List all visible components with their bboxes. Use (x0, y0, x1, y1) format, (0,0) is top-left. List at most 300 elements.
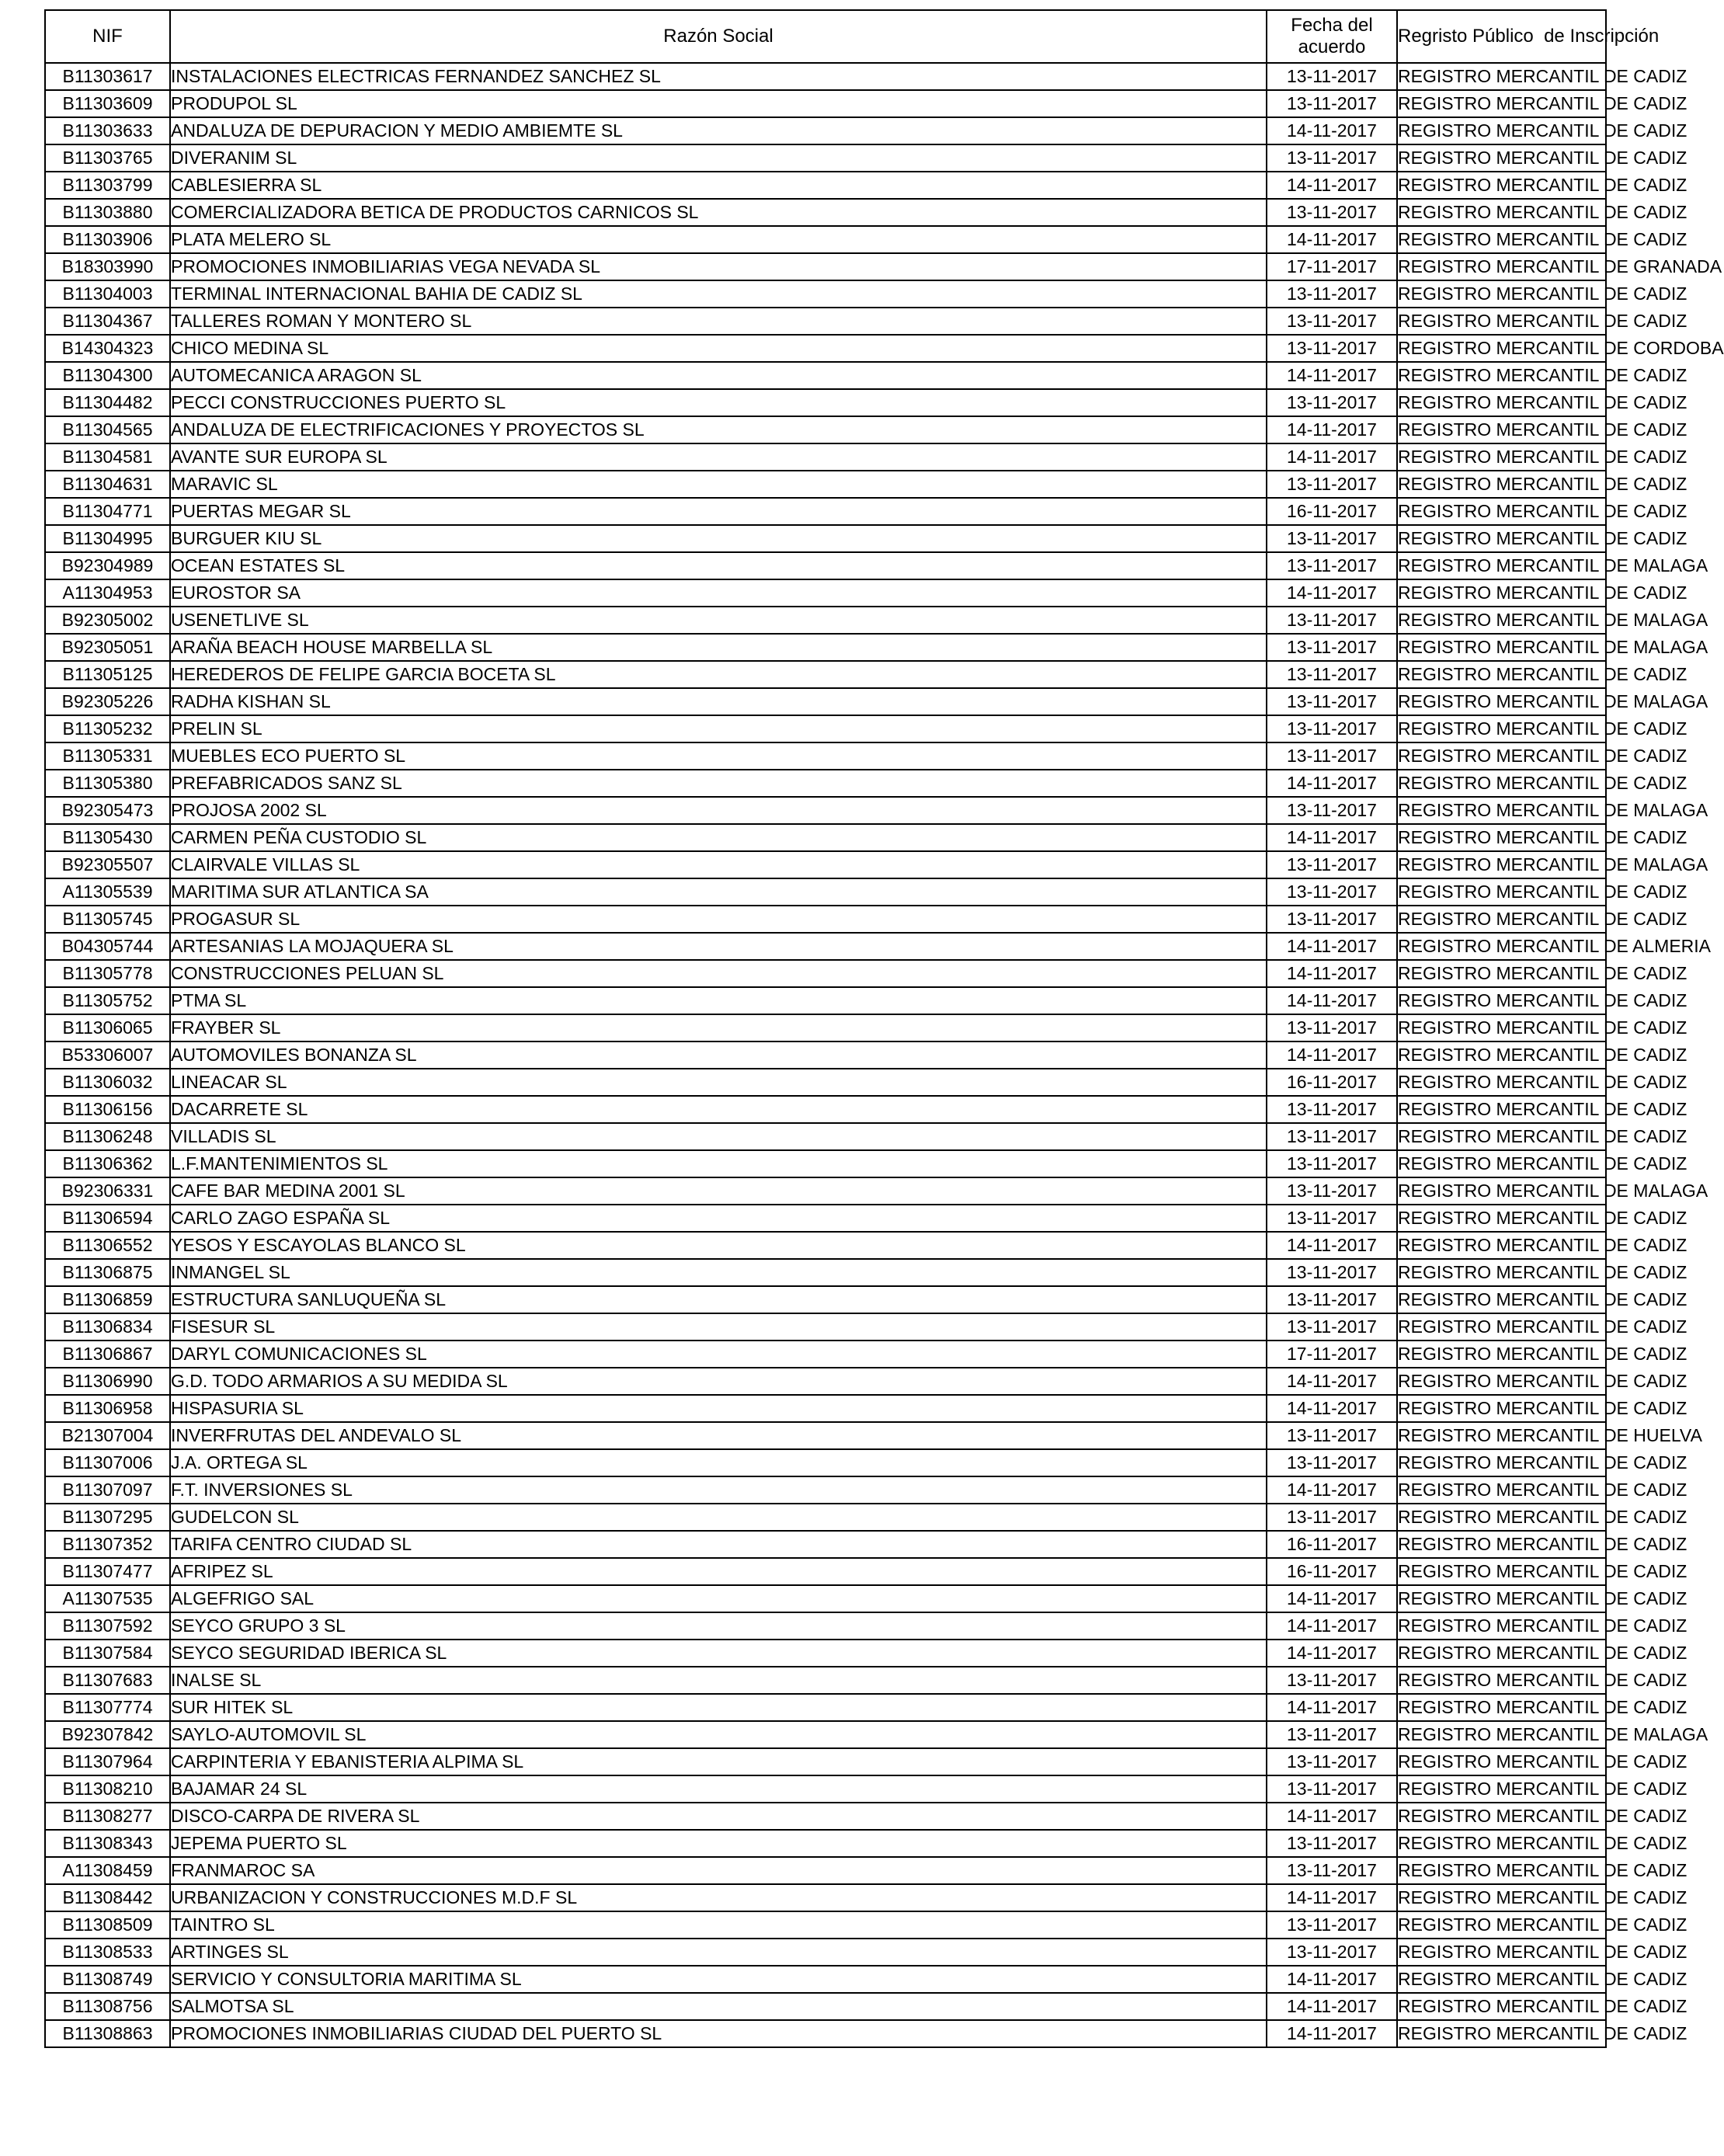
fecha-cell: 14-11-2017 (1267, 579, 1397, 607)
table-row (45, 1558, 1606, 1585)
table-row (45, 1177, 1606, 1205)
registro-cell: REGISTRO MERCANTIL DE CADIZ (1397, 1123, 1606, 1150)
table-row (45, 1939, 1606, 1966)
razon-social-cell: YESOS Y ESCAYOLAS BLANCO SL (170, 1232, 1267, 1259)
header-razon-social: Razón Social (170, 10, 1267, 63)
nif-cell: B21307004 (45, 1422, 170, 1449)
nif-cell: B11308210 (45, 1775, 170, 1803)
fecha-cell: 13-11-2017 (1267, 280, 1397, 308)
table-row (45, 389, 1606, 416)
razon-social-cell: PROMOCIONES INMOBILIARIAS VEGA NEVADA SL (170, 253, 1267, 280)
fecha-cell: 14-11-2017 (1267, 824, 1397, 851)
fecha-cell: 13-11-2017 (1267, 906, 1397, 933)
table-row (45, 1694, 1606, 1721)
nif-cell: B11305331 (45, 742, 170, 770)
fecha-cell: 13-11-2017 (1267, 797, 1397, 824)
nif-cell: B11304300 (45, 362, 170, 389)
table-row (45, 579, 1606, 607)
registro-cell: REGISTRO MERCANTIL DE CADIZ (1397, 1748, 1606, 1775)
fecha-cell: 14-11-2017 (1267, 1966, 1397, 1993)
fecha-cell: 14-11-2017 (1267, 1640, 1397, 1667)
nif-cell: B11304581 (45, 443, 170, 471)
fecha-cell: 14-11-2017 (1267, 987, 1397, 1014)
registro-cell: REGISTRO MERCANTIL DE CADIZ (1397, 1341, 1606, 1368)
nif-cell: B92305226 (45, 688, 170, 715)
fecha-cell: 13-11-2017 (1267, 1205, 1397, 1232)
fecha-cell: 13-11-2017 (1267, 199, 1397, 226)
table-row (45, 498, 1606, 525)
registro-cell: REGISTRO MERCANTIL DE CADIZ (1397, 770, 1606, 797)
fecha-cell: 13-11-2017 (1267, 471, 1397, 498)
table-row (45, 1395, 1606, 1422)
razon-social-cell: PROJOSA 2002 SL (170, 797, 1267, 824)
table-row (45, 63, 1606, 90)
table-row (45, 1612, 1606, 1640)
header-fecha-text: Fecha del acuerdo (1291, 15, 1373, 57)
registro-cell: REGISTRO MERCANTIL DE CADIZ (1397, 1286, 1606, 1313)
registro-cell: REGISTRO MERCANTIL DE CADIZ (1397, 199, 1606, 226)
table-row (45, 416, 1606, 443)
razon-social-cell: FRANMAROC SA (170, 1857, 1267, 1884)
fecha-cell: 13-11-2017 (1267, 552, 1397, 579)
razon-social-cell: CLAIRVALE VILLAS SL (170, 851, 1267, 878)
nif-cell: B11307295 (45, 1504, 170, 1531)
table-row (45, 742, 1606, 770)
registro-cell: REGISTRO MERCANTIL DE CADIZ (1397, 144, 1606, 172)
table-row (45, 1123, 1606, 1150)
registro-cell: REGISTRO MERCANTIL DE CADIZ (1397, 1939, 1606, 1966)
table-row (45, 1476, 1606, 1504)
registro-cell: REGISTRO MERCANTIL DE CADIZ (1397, 1558, 1606, 1585)
fecha-cell: 13-11-2017 (1267, 389, 1397, 416)
registro-cell: REGISTRO MERCANTIL DE CORDOBA (1397, 335, 1606, 362)
fecha-cell: 13-11-2017 (1267, 335, 1397, 362)
nif-cell: B92305507 (45, 851, 170, 878)
table-row (45, 987, 1606, 1014)
fecha-cell: 13-11-2017 (1267, 63, 1397, 90)
registro-cell: REGISTRO MERCANTIL DE GRANADA (1397, 253, 1606, 280)
fecha-cell: 13-11-2017 (1267, 1177, 1397, 1205)
registro-cell: REGISTRO MERCANTIL DE CADIZ (1397, 987, 1606, 1014)
registro-cell: REGISTRO MERCANTIL DE CADIZ (1397, 1694, 1606, 1721)
razon-social-cell: PREFABRICADOS SANZ SL (170, 770, 1267, 797)
nif-cell: B11307592 (45, 1612, 170, 1640)
fecha-cell: 14-11-2017 (1267, 933, 1397, 960)
header-nif: NIF (45, 10, 170, 63)
nif-cell: B11303633 (45, 117, 170, 144)
razon-social-cell: PROGASUR SL (170, 906, 1267, 933)
razon-social-cell: PTMA SL (170, 987, 1267, 1014)
table-row (45, 2020, 1606, 2047)
nif-cell: B11306248 (45, 1123, 170, 1150)
nif-cell: A11307535 (45, 1585, 170, 1612)
nif-cell: B11307964 (45, 1748, 170, 1775)
razon-social-cell: VILLADIS SL (170, 1123, 1267, 1150)
registro-cell: REGISTRO MERCANTIL DE CADIZ (1397, 1259, 1606, 1286)
razon-social-cell: INSTALACIONES ELECTRICAS FERNANDEZ SANCHEZ SL (170, 63, 1267, 90)
registro-cell: REGISTRO MERCANTIL DE CADIZ (1397, 1395, 1606, 1422)
fecha-cell: 13-11-2017 (1267, 1014, 1397, 1041)
nif-cell: B11306958 (45, 1395, 170, 1422)
table-row (45, 1014, 1606, 1041)
fecha-cell: 16-11-2017 (1267, 1558, 1397, 1585)
table-row (45, 253, 1606, 280)
razon-social-cell: L.F.MANTENIMIENTOS SL (170, 1150, 1267, 1177)
fecha-cell: 13-11-2017 (1267, 1857, 1397, 1884)
razon-social-cell: SUR HITEK SL (170, 1694, 1267, 1721)
registro-cell: REGISTRO MERCANTIL DE CADIZ (1397, 661, 1606, 688)
table-row (45, 1286, 1606, 1313)
razon-social-cell: ARTINGES SL (170, 1939, 1267, 1966)
razon-social-cell: AUTOMOVILES BONANZA SL (170, 1041, 1267, 1069)
registro-cell: REGISTRO MERCANTIL DE CADIZ (1397, 1449, 1606, 1476)
fecha-cell: 13-11-2017 (1267, 1775, 1397, 1803)
nif-cell: B14304323 (45, 335, 170, 362)
registro-cell: REGISTRO MERCANTIL DE CADIZ (1397, 226, 1606, 253)
razon-social-cell: PECCI CONSTRUCCIONES PUERTO SL (170, 389, 1267, 416)
fecha-cell: 13-11-2017 (1267, 742, 1397, 770)
registro-cell: REGISTRO MERCANTIL DE CADIZ (1397, 1531, 1606, 1558)
razon-social-cell: ESTRUCTURA SANLUQUEÑA SL (170, 1286, 1267, 1313)
razon-social-cell: PRELIN SL (170, 715, 1267, 742)
registro-cell: REGISTRO MERCANTIL DE CADIZ (1397, 90, 1606, 117)
fecha-cell: 13-11-2017 (1267, 1313, 1397, 1341)
registro-cell: REGISTRO MERCANTIL DE MALAGA (1397, 1177, 1606, 1205)
registro-cell: REGISTRO MERCANTIL DE CADIZ (1397, 1014, 1606, 1041)
nif-cell: B92305002 (45, 607, 170, 634)
table-row (45, 1721, 1606, 1748)
razon-social-cell: TAINTRO SL (170, 1911, 1267, 1939)
fecha-cell: 16-11-2017 (1267, 498, 1397, 525)
fecha-cell: 14-11-2017 (1267, 416, 1397, 443)
razon-social-cell: ALGEFRIGO SAL (170, 1585, 1267, 1612)
nif-cell: B11305752 (45, 987, 170, 1014)
registro-cell: REGISTRO MERCANTIL DE CADIZ (1397, 498, 1606, 525)
nif-cell: B11306867 (45, 1341, 170, 1368)
table-row (45, 1205, 1606, 1232)
nif-cell: B11304367 (45, 308, 170, 335)
razon-social-cell: RADHA KISHAN SL (170, 688, 1267, 715)
table-row (45, 335, 1606, 362)
nif-cell: B11305745 (45, 906, 170, 933)
table-row (45, 308, 1606, 335)
razon-social-cell: HISPASURIA SL (170, 1395, 1267, 1422)
razon-social-cell: DACARRETE SL (170, 1096, 1267, 1123)
registro-cell: REGISTRO MERCANTIL DE CADIZ (1397, 1993, 1606, 2020)
table-row (45, 280, 1606, 308)
fecha-cell: 13-11-2017 (1267, 661, 1397, 688)
fecha-cell: 13-11-2017 (1267, 1096, 1397, 1123)
table-row (45, 90, 1606, 117)
table-row (45, 1748, 1606, 1775)
nif-cell: B11308509 (45, 1911, 170, 1939)
registro-cell: REGISTRO MERCANTIL DE CADIZ (1397, 471, 1606, 498)
registro-cell: REGISTRO MERCANTIL DE CADIZ (1397, 1041, 1606, 1069)
table-row (45, 688, 1606, 715)
registro-cell: REGISTRO MERCANTIL DE CADIZ (1397, 1205, 1606, 1232)
razon-social-cell: GUDELCON SL (170, 1504, 1267, 1531)
nif-cell: B11308756 (45, 1993, 170, 2020)
registro-cell: REGISTRO MERCANTIL DE MALAGA (1397, 552, 1606, 579)
registro-cell: REGISTRO MERCANTIL DE MALAGA (1397, 607, 1606, 634)
registro-cell: REGISTRO MERCANTIL DE CADIZ (1397, 1966, 1606, 1993)
razon-social-cell: SERVICIO Y CONSULTORIA MARITIMA SL (170, 1966, 1267, 1993)
razon-social-cell: F.T. INVERSIONES SL (170, 1476, 1267, 1504)
registro-cell: REGISTRO MERCANTIL DE CADIZ (1397, 443, 1606, 471)
table-row (45, 1667, 1606, 1694)
razon-social-cell: INMANGEL SL (170, 1259, 1267, 1286)
fecha-cell: 13-11-2017 (1267, 1911, 1397, 1939)
table-row (45, 1069, 1606, 1096)
table-row (45, 1640, 1606, 1667)
table-row (45, 1803, 1606, 1830)
table-row (45, 1041, 1606, 1069)
table-row (45, 1368, 1606, 1395)
nif-cell: B11304482 (45, 389, 170, 416)
nif-cell: B11304631 (45, 471, 170, 498)
razon-social-cell: G.D. TODO ARMARIOS A SU MEDIDA SL (170, 1368, 1267, 1395)
fecha-cell: 13-11-2017 (1267, 1830, 1397, 1857)
nif-cell: B11306156 (45, 1096, 170, 1123)
nif-cell: B11303799 (45, 172, 170, 199)
razon-social-cell: CHICO MEDINA SL (170, 335, 1267, 362)
razon-social-cell: CABLESIERRA SL (170, 172, 1267, 199)
fecha-cell: 14-11-2017 (1267, 443, 1397, 471)
registro-cell: REGISTRO MERCANTIL DE HUELVA (1397, 1422, 1606, 1449)
fecha-cell: 13-11-2017 (1267, 1449, 1397, 1476)
nif-cell: B92304989 (45, 552, 170, 579)
table-row (45, 797, 1606, 824)
fecha-cell: 13-11-2017 (1267, 1939, 1397, 1966)
razon-social-cell: EUROSTOR SA (170, 579, 1267, 607)
table-row (45, 1259, 1606, 1286)
registro-cell: REGISTRO MERCANTIL DE CADIZ (1397, 1585, 1606, 1612)
fecha-cell: 14-11-2017 (1267, 172, 1397, 199)
fecha-cell: 14-11-2017 (1267, 1395, 1397, 1422)
razon-social-cell: DARYL COMUNICACIONES SL (170, 1341, 1267, 1368)
table-row (45, 851, 1606, 878)
table-row (45, 1993, 1606, 2020)
fecha-cell: 14-11-2017 (1267, 2020, 1397, 2047)
razon-social-cell: LINEACAR SL (170, 1069, 1267, 1096)
fecha-cell: 14-11-2017 (1267, 770, 1397, 797)
nif-cell: B11307774 (45, 1694, 170, 1721)
table-row (45, 933, 1606, 960)
table-row (45, 1531, 1606, 1558)
registro-cell: REGISTRO MERCANTIL DE MALAGA (1397, 1721, 1606, 1748)
registro-cell: REGISTRO MERCANTIL DE ALMERIA (1397, 933, 1606, 960)
nif-cell: B11306875 (45, 1259, 170, 1286)
razon-social-cell: SEYCO GRUPO 3 SL (170, 1612, 1267, 1640)
table-row (45, 1341, 1606, 1368)
registro-cell: REGISTRO MERCANTIL DE MALAGA (1397, 634, 1606, 661)
razon-social-cell: PROMOCIONES INMOBILIARIAS CIUDAD DEL PUERTO SL (170, 2020, 1267, 2047)
razon-social-cell: ARAÑA BEACH HOUSE MARBELLA SL (170, 634, 1267, 661)
nif-cell: B11308343 (45, 1830, 170, 1857)
registro-cell: REGISTRO MERCANTIL DE CADIZ (1397, 1150, 1606, 1177)
registro-cell: REGISTRO MERCANTIL DE CADIZ (1397, 1476, 1606, 1504)
razon-social-cell: FISESUR SL (170, 1313, 1267, 1341)
nif-cell: B11305778 (45, 960, 170, 987)
table-row (45, 715, 1606, 742)
fecha-cell: 13-11-2017 (1267, 1721, 1397, 1748)
fecha-cell: 13-11-2017 (1267, 1422, 1397, 1449)
nif-cell: B53306007 (45, 1041, 170, 1069)
registro-cell: REGISTRO MERCANTIL DE CADIZ (1397, 960, 1606, 987)
razon-social-cell: ANDALUZA DE ELECTRIFICACIONES Y PROYECTOS SL (170, 416, 1267, 443)
nif-cell: B92306331 (45, 1177, 170, 1205)
razon-social-cell: HEREDEROS DE FELIPE GARCIA BOCETA SL (170, 661, 1267, 688)
razon-social-cell: CAFE BAR MEDINA 2001 SL (170, 1177, 1267, 1205)
nif-cell: B11306594 (45, 1205, 170, 1232)
registro-cell: REGISTRO MERCANTIL DE CADIZ (1397, 1096, 1606, 1123)
razon-social-cell: JEPEMA PUERTO SL (170, 1830, 1267, 1857)
nif-cell: B11306834 (45, 1313, 170, 1341)
registro-cell: REGISTRO MERCANTIL DE CADIZ (1397, 1069, 1606, 1096)
razon-social-cell: TALLERES ROMAN Y MONTERO SL (170, 308, 1267, 335)
razon-social-cell: SALMOTSA SL (170, 1993, 1267, 2020)
nif-cell: A11305539 (45, 878, 170, 906)
razon-social-cell: AUTOMECANICA ARAGON SL (170, 362, 1267, 389)
registro-cell: REGISTRO MERCANTIL DE CADIZ (1397, 1640, 1606, 1667)
razon-social-cell: CARMEN PEÑA CUSTODIO SL (170, 824, 1267, 851)
registro-cell: REGISTRO MERCANTIL DE MALAGA (1397, 851, 1606, 878)
razon-social-cell: DISCO-CARPA DE RIVERA SL (170, 1803, 1267, 1830)
table-row (45, 226, 1606, 253)
fecha-cell: 14-11-2017 (1267, 1368, 1397, 1395)
table-row (45, 1857, 1606, 1884)
razon-social-cell: PRODUPOL SL (170, 90, 1267, 117)
table-row (45, 199, 1606, 226)
razon-social-cell: J.A. ORTEGA SL (170, 1449, 1267, 1476)
registro-cell: REGISTRO MERCANTIL DE CADIZ (1397, 172, 1606, 199)
registro-cell: REGISTRO MERCANTIL DE CADIZ (1397, 579, 1606, 607)
nif-cell: B11305430 (45, 824, 170, 851)
fecha-cell: 14-11-2017 (1267, 226, 1397, 253)
nif-cell: B11303617 (45, 63, 170, 90)
fecha-cell: 13-11-2017 (1267, 1286, 1397, 1313)
razon-social-cell: MARITIMA SUR ATLANTICA SA (170, 878, 1267, 906)
table-row (45, 1313, 1606, 1341)
razon-social-cell: URBANIZACION Y CONSTRUCCIONES M.D.F SL (170, 1884, 1267, 1911)
registro-cell: REGISTRO MERCANTIL DE CADIZ (1397, 1830, 1606, 1857)
razon-social-cell: CARLO ZAGO ESPAÑA SL (170, 1205, 1267, 1232)
table-row (45, 1830, 1606, 1857)
fecha-cell: 13-11-2017 (1267, 1504, 1397, 1531)
table-row (45, 824, 1606, 851)
registro-cell: REGISTRO MERCANTIL DE MALAGA (1397, 688, 1606, 715)
table-row (45, 362, 1606, 389)
table-row (45, 172, 1606, 199)
registro-cell: REGISTRO MERCANTIL DE CADIZ (1397, 824, 1606, 851)
table-body (45, 63, 1724, 2047)
nif-cell: B11306032 (45, 1069, 170, 1096)
table-row (45, 661, 1606, 688)
nif-cell: A11304953 (45, 579, 170, 607)
fecha-cell: 13-11-2017 (1267, 688, 1397, 715)
nif-cell: B04305744 (45, 933, 170, 960)
nif-cell: B11307683 (45, 1667, 170, 1694)
nif-cell: B11304995 (45, 525, 170, 552)
fecha-cell: 13-11-2017 (1267, 1123, 1397, 1150)
table-row (45, 1775, 1606, 1803)
nif-cell: B11307006 (45, 1449, 170, 1476)
nif-cell: B11307097 (45, 1476, 170, 1504)
razon-social-cell: MARAVIC SL (170, 471, 1267, 498)
fecha-cell: 14-11-2017 (1267, 1476, 1397, 1504)
nif-cell: B11304003 (45, 280, 170, 308)
registro-cell: REGISTRO MERCANTIL DE CADIZ (1397, 878, 1606, 906)
nif-cell: B11306552 (45, 1232, 170, 1259)
razon-social-cell: CARPINTERIA Y EBANISTERIA ALPIMA SL (170, 1748, 1267, 1775)
fecha-cell: 16-11-2017 (1267, 1531, 1397, 1558)
fecha-cell: 13-11-2017 (1267, 1748, 1397, 1775)
registro-cell: REGISTRO MERCANTIL DE CADIZ (1397, 1775, 1606, 1803)
razon-social-cell: INALSE SL (170, 1667, 1267, 1694)
razon-social-cell: FRAYBER SL (170, 1014, 1267, 1041)
registro-cell: REGISTRO MERCANTIL DE CADIZ (1397, 1803, 1606, 1830)
table-row (45, 117, 1606, 144)
fecha-cell: 14-11-2017 (1267, 1041, 1397, 1069)
nif-cell: B11307477 (45, 1558, 170, 1585)
razon-social-cell: COMERCIALIZADORA BETICA DE PRODUCTOS CARNICOS SL (170, 199, 1267, 226)
razon-social-cell: TERMINAL INTERNACIONAL BAHIA DE CADIZ SL (170, 280, 1267, 308)
fecha-cell: 13-11-2017 (1267, 878, 1397, 906)
table-row (45, 960, 1606, 987)
table-row (45, 552, 1606, 579)
razon-social-cell: SEYCO SEGURIDAD IBERICA SL (170, 1640, 1267, 1667)
nif-cell: B92305051 (45, 634, 170, 661)
razon-social-cell: PUERTAS MEGAR SL (170, 498, 1267, 525)
nif-cell: B11303906 (45, 226, 170, 253)
nif-cell: B11308749 (45, 1966, 170, 1993)
nif-cell: B18303990 (45, 253, 170, 280)
razon-social-cell: OCEAN ESTATES SL (170, 552, 1267, 579)
table-row (45, 1585, 1606, 1612)
table-row (45, 1096, 1606, 1123)
nif-cell: B11303880 (45, 199, 170, 226)
fecha-cell: 13-11-2017 (1267, 1150, 1397, 1177)
table-row (45, 607, 1606, 634)
table-row (45, 525, 1606, 552)
nif-cell: B11305380 (45, 770, 170, 797)
nif-cell: B11304771 (45, 498, 170, 525)
registro-cell: REGISTRO MERCANTIL DE CADIZ (1397, 715, 1606, 742)
registro-cell: REGISTRO MERCANTIL DE CADIZ (1397, 308, 1606, 335)
fecha-cell: 13-11-2017 (1267, 144, 1397, 172)
fecha-cell: 14-11-2017 (1267, 960, 1397, 987)
razon-social-cell: CONSTRUCCIONES PELUAN SL (170, 960, 1267, 987)
fecha-cell: 14-11-2017 (1267, 1884, 1397, 1911)
fecha-cell: 13-11-2017 (1267, 90, 1397, 117)
registro-cell: REGISTRO MERCANTIL DE CADIZ (1397, 906, 1606, 933)
fecha-cell: 13-11-2017 (1267, 607, 1397, 634)
razon-social-cell: MUEBLES ECO PUERTO SL (170, 742, 1267, 770)
table-row (45, 144, 1606, 172)
registro-cell: REGISTRO MERCANTIL DE CADIZ (1397, 1313, 1606, 1341)
fecha-cell: 13-11-2017 (1267, 851, 1397, 878)
registro-cell: REGISTRO MERCANTIL DE CADIZ (1397, 1857, 1606, 1884)
registro-cell: REGISTRO MERCANTIL DE CADIZ (1397, 117, 1606, 144)
table-row (45, 471, 1606, 498)
razon-social-cell: BURGUER KIU SL (170, 525, 1267, 552)
table-row (45, 1504, 1606, 1531)
registro-cell: REGISTRO MERCANTIL DE MALAGA (1397, 797, 1606, 824)
registro-cell: REGISTRO MERCANTIL DE CADIZ (1397, 389, 1606, 416)
header-fecha-acuerdo (1267, 10, 1397, 63)
razon-social-cell: TARIFA CENTRO CIUDAD SL (170, 1531, 1267, 1558)
nif-cell: B92305473 (45, 797, 170, 824)
